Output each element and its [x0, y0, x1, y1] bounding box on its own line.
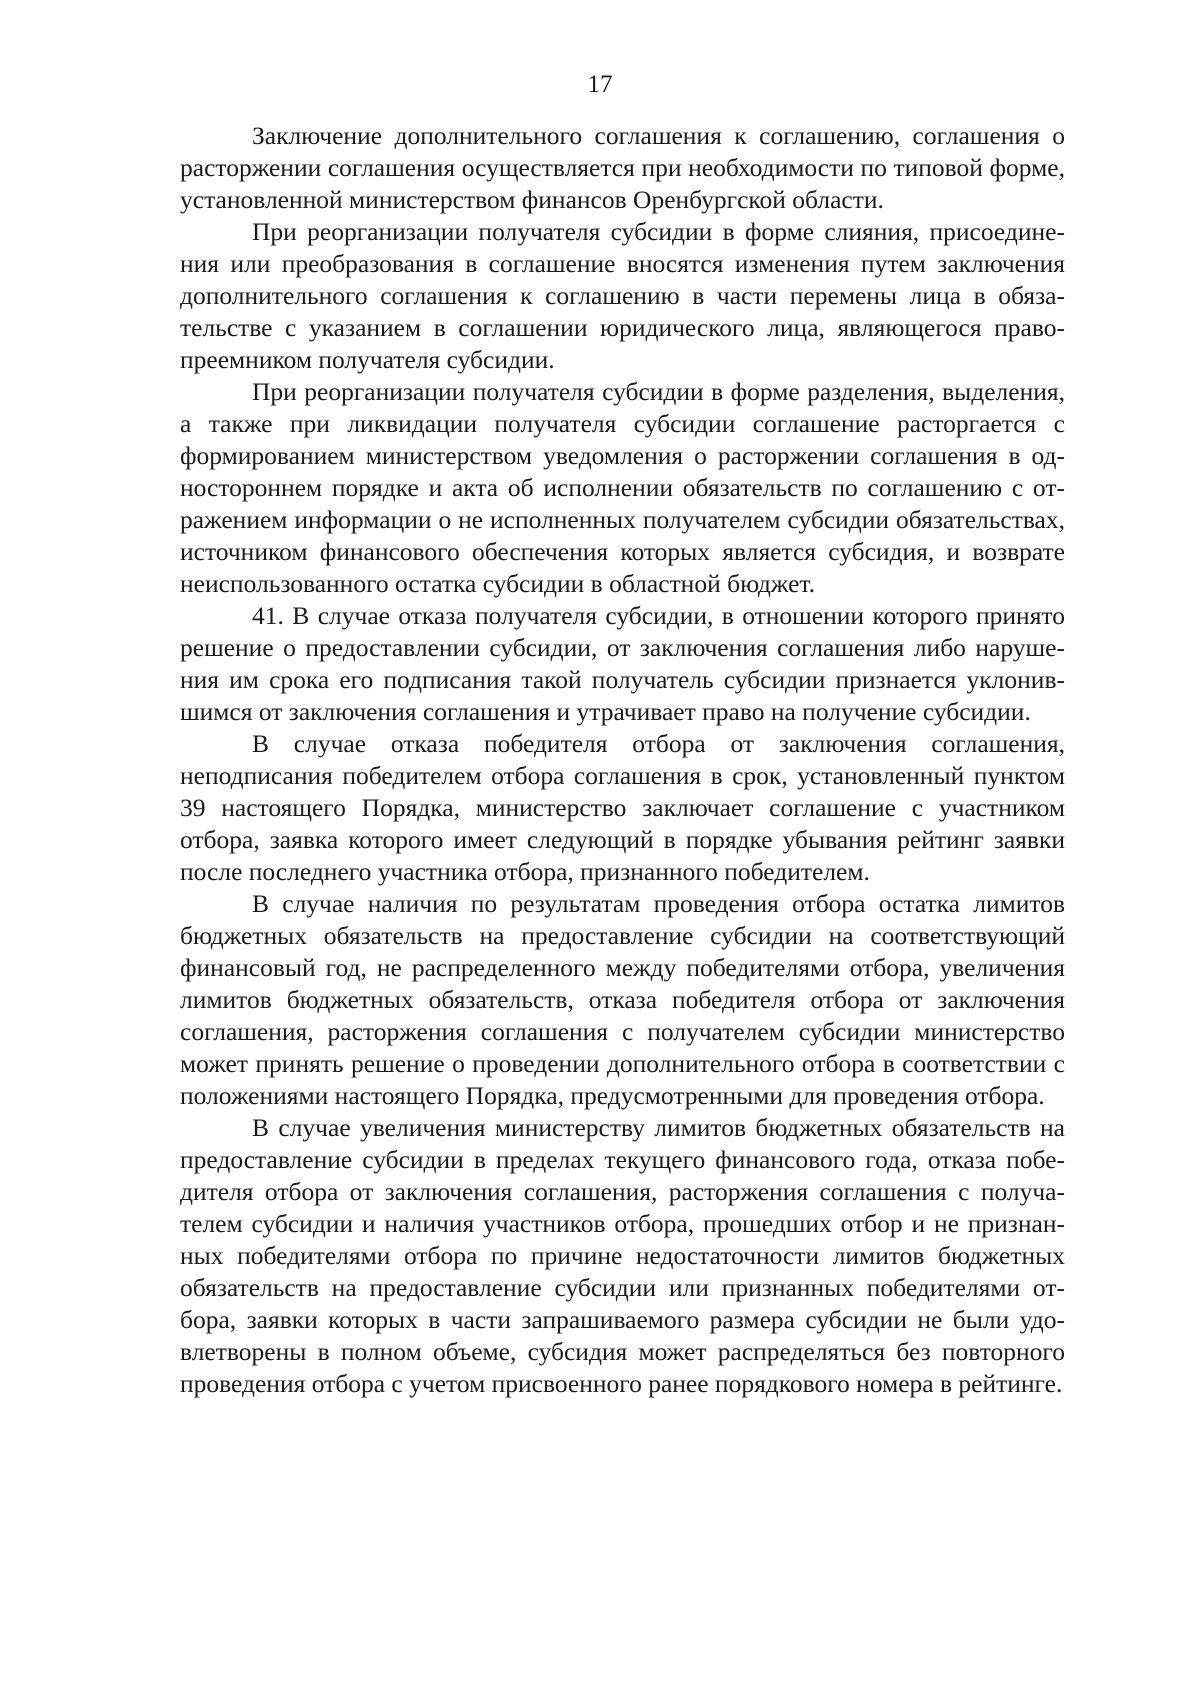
page-number: 17 — [587, 71, 613, 98]
paragraph-limit-increase: В случае увеличения министерству лимитов бюджетных обязательств на предоставление субсидии в пределах текущего финансового года, отказа победителя отбора от заключения соглашения, расторжения соглашения с получателем субсидии и наличия участников отбора, прошедших отбор и не признанных победителями отбора по причине недостаточности лимитов бюджетных обязательств на предоставление субсидии или признанных победителями отбора, заявки которых в части запрашиваемого размера субсидии не были удовлетворены в полном объеме, субсидия может распределяться без повторного проведения отбора с учетом присвоенного ранее порядкового номера в рейтинге. — [180, 1113, 1065, 1398]
paragraph-reorganization-division: При реорганизации получателя субсидии в форме разделения, выделения, а также при ликвидации получателя субсидии соглашение расторгается с формированием министерством уведомления о расторжении соглашения в одностороннем порядке и акта об исполнении обязательств по соглашению с отражением информации о не исполненных получателем субсидии обязательствах, источником финансового обеспечения которых является субсидия, и возврате неиспользованного остатка субсидии в областной бюджет. — [180, 377, 1065, 598]
paragraph-reorganization-merger: При реорганизации получателя субсидии в форме слияния, присоединения или преобразования в соглашение вносятся изменения путем заключения дополнительного соглашения к соглашению в части перемены лица в обязательстве с указанием в соглашении юридического лица, являющегося правопреемником получателя субсидии. — [180, 217, 1065, 374]
document-body — [180, 120, 1065, 1400]
paragraph-agreement-amendment: Заключение дополнительного соглашения к соглашению, соглашения о расторжении соглашения осуществляется при необходимости по типовой форме, установленной министерством финансов Оренбургской области. — [180, 121, 1065, 214]
paragraph-winner-refusal: В случае отказа победителя отбора от заключения соглашения, неподписания победителем отбора соглашения в срок, установленный пунктом 39 настоящего Порядка, министерство заключает соглашение с участником отбора, заявка которого имеет следующий в порядке убывания рейтинг заявки после последнего участника отбора, признанного победителем. — [180, 729, 1065, 886]
paragraph-clause-41: 41. В случае отказа получателя субсидии, в отношении которого принято решение о предоставлении субсидии, от заключения соглашения либо нарушения им срока его подписания такой получатель субсидии признается уклонившимся от заключения соглашения и утрачивает право на получение субсидии. — [180, 601, 1065, 726]
paragraph-additional-selection: В случае наличия по результатам проведения отбора остатка лимитов бюджетных обязательств на предоставление субсидии на соответствующий финансовый год, не распределенного между победителями отбора, увеличения лимитов бюджетных обязательств, отказа победителя отбора от заключения соглашения, расторжения соглашения с получателем субсидии министерство может принять решение о проведении дополнительного отбора в соответствии с положениями настоящего Порядка, предусмотренными для проведения отбора. — [180, 889, 1065, 1110]
